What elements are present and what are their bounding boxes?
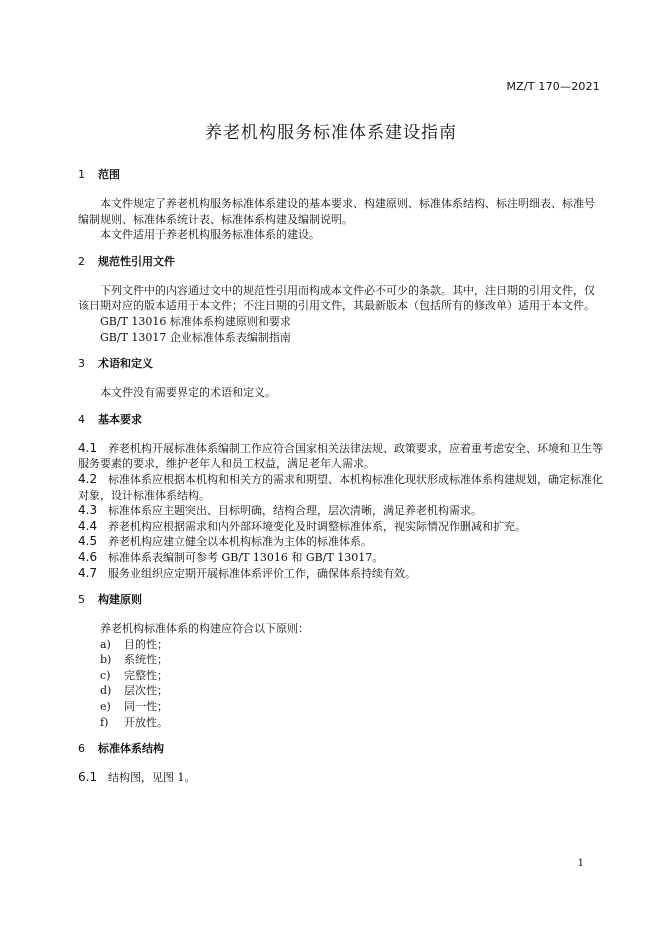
- section-number: 1: [78, 168, 85, 181]
- section-2-heading: [78, 255, 603, 269]
- clause-number: 4.6: [78, 549, 98, 564]
- clause-4-3: [78, 503, 603, 519]
- section-1-heading: [78, 168, 603, 182]
- list-label: f): [100, 715, 109, 729]
- clause-text: 结构图，见图 1。: [108, 771, 196, 785]
- normative-reference: GB/T 13016 标准体系构建原则和要求: [100, 314, 291, 328]
- list-text: 目的性；: [124, 637, 168, 651]
- clause-number: 4.1: [78, 440, 98, 455]
- clause-4-6: [78, 550, 603, 566]
- normative-reference: GB/T 13017 企业标准体系表编制指南: [100, 330, 291, 344]
- clause-number: 4.5: [78, 534, 98, 549]
- section-title: 范围: [98, 168, 120, 181]
- list-label: d): [100, 684, 112, 698]
- list-item: [78, 715, 603, 731]
- paragraph: 本文件规定了养老机构服务标准体系建设的基本要求、构建原则、标准体系结构、标注明细表、标准号编制规则、标准体系统计表、标准体系构建及编制说明。: [78, 197, 595, 226]
- list-text: 同一性；: [124, 700, 168, 714]
- section-title: 标准体系结构: [98, 742, 164, 756]
- list-item: [78, 652, 603, 668]
- section-6-heading: [78, 742, 603, 756]
- list-item: [78, 668, 603, 684]
- clause-4-4: [78, 519, 603, 535]
- section-3-heading: [78, 357, 603, 371]
- clause-4-1: [78, 441, 603, 472]
- paragraph: 下列文件中的内容通过文中的规范性引用而构成本文件必不可少的条款。其中，注日期的引用文件，仅该日期对应的版本适用于本文件；不注日期的引用文件，其最新版本（包括所有的修改单）适用于本文件。: [78, 283, 595, 313]
- section-4-heading: [78, 413, 603, 427]
- list-item: [78, 699, 603, 715]
- paragraph: 本文件没有需要界定的术语和定义。: [100, 386, 276, 400]
- list-text: 系统性；: [124, 653, 168, 667]
- clause-number: 4.2: [78, 471, 98, 486]
- section-number: 2: [78, 254, 85, 268]
- document-title: 养老机构服务标准体系建设指南: [205, 123, 457, 143]
- clause-number: 4.4: [78, 518, 98, 533]
- clause-text: 养老机构应建立健全以本机构标准为主体的标准体系。: [108, 535, 372, 549]
- paragraph: 本文件适用于养老机构服务标准体系的建设。: [100, 228, 320, 242]
- list-label: e): [100, 700, 111, 714]
- clause-text: 标准体系应主题突出、目标明确，结构合理，层次清晰，满足养老机构需求。: [108, 504, 482, 518]
- clause-text: 标准体系应根据本机构和相关方的需求和期望、本机构标准化现状形成标准体系构建规划，确定标准化对象，设计标准体系结构。: [78, 472, 603, 502]
- clause-4-2: [78, 472, 603, 503]
- document-body: [78, 168, 603, 786]
- clause-text: 养老机构应根据需求和内外部环境变化及时调整标准体系，视实际情况作删减和扩充。: [108, 519, 526, 533]
- list-text: 开放性。: [124, 715, 168, 729]
- clause-6-1: [78, 770, 603, 786]
- page-number: 1: [577, 858, 584, 869]
- list-item: [78, 637, 603, 653]
- section-title: 规范性引用文件: [98, 254, 175, 268]
- section-number: 6: [78, 742, 85, 756]
- section-title: 术语和定义: [98, 357, 153, 371]
- list-text: 层次性；: [124, 684, 168, 698]
- list-item: [78, 683, 603, 699]
- section-title: 构建原则: [98, 593, 142, 607]
- clause-text: 服务业组织应定期开展标准体系评价工作，确保体系持续有效。: [108, 566, 416, 580]
- clause-4-5: [78, 534, 603, 550]
- section-number: 4: [78, 412, 85, 426]
- list-label: a): [100, 637, 111, 651]
- list-text: 完整性；: [124, 668, 168, 682]
- document-code: MZ/T 170—2021: [506, 80, 600, 93]
- list-label: c): [100, 668, 111, 682]
- list-label: b): [100, 653, 112, 667]
- section-number: 5: [78, 593, 85, 607]
- clause-text: 标准体系表编制可参考 GB/T 13016 和 GB/T 13017。: [108, 550, 384, 564]
- clause-4-7: [78, 566, 603, 582]
- clause-number: 4.3: [78, 503, 98, 518]
- section-number: 3: [78, 357, 85, 371]
- clause-number: 6.1: [78, 770, 98, 785]
- clause-text: 养老机构开展标准体系编制工作应符合国家相关法律法规、政策要求，应着重考虑安全、环境和卫生等服务要素的要求，维护老年人和员工权益，满足老年人需求。: [78, 441, 603, 471]
- section-title: 基本要求: [98, 412, 142, 426]
- paragraph: 养老机构标准体系的构建应符合以下原则：: [100, 622, 309, 636]
- section-5-heading: [78, 593, 603, 607]
- clause-number: 4.7: [78, 565, 98, 580]
